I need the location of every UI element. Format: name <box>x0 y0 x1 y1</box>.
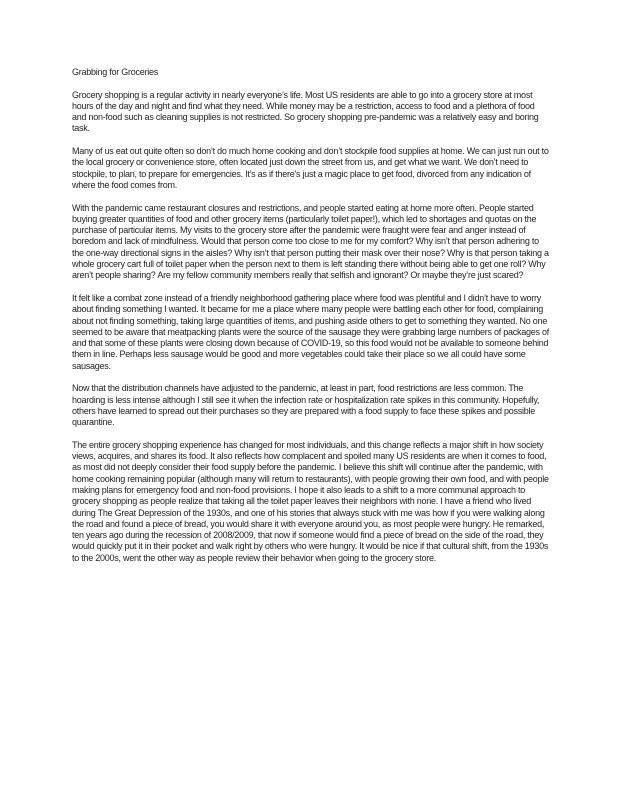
paragraph-6: The entire grocery shopping experience has changed for most individuals, and this change reflects a major shift in how society views, acquires, and shares its food. It also reflects how complacent and spoiled many US residents are when it comes to food, as most did not deeply consider their food supply before the pandemic. I believe this shift will continue after the pandemic, with home cooking remaining popular (although many will return to restaurants), with people growing their own food, and with people making plans for emergency food and non-food provisions. I hope it also leads to a shift to a more communal approach to grocery shopping as people realize that taking all the toilet paper leaves their neighbors with none. I have a friend who lived during The Great Depression of the 1930s, and one of his stories that always stuck with me was how if you were walking along the road and found a piece of bread, you would share it with everyone around you, as most people were hungry. He remarked, ten years ago during the recession of 2008/2009, that now if someone would find a piece of bread on the side of the road, they would quickly put it in their pocket and walk right by others who were hungry. It would be nice if that cultural shift, from the 1930s to the 2000s, went the other way as people review their behavior when going to the grocery store. <box>72 439 549 563</box>
document-content <box>72 67 550 564</box>
document-title: Grabbing for Groceries <box>72 67 159 77</box>
paragraph-1: Grocery shopping is a regular activity in nearly everyone’s life. Most US residents are able to go into a grocery store at most hours of the day and night and find what they need. While money may be a restriction, access to food and a plethora of food and non-food such as cleaning supplies is not restricted. So grocery shopping pre-pandemic was a relatively easy and boring task. <box>72 89 539 134</box>
paragraph-2: Many of us eat out quite often so don’t do much home cooking and don’t stockpile food supplies at home. We can just run out to the local grocery or convenience store, often located just down the street from us, and get what we want. We don’t need to stockpile, to plan, to prepare for emergencies. It’s as if there’s just a magic place to get food, divorced from any indication of where the food comes from. <box>72 146 549 190</box>
paragraph-4: It felt like a combat zone instead of a friendly neighborhood gathering place where food was plentiful and I didn’t have to worry about finding something I wanted. It became for me a place where many people were battling each other for food, complaining about not finding something, taking large quantities of items, and pushing aside others to get to something they wanted. No one seemed to be aware that meatpacking plants were the source of the sausage they were grabbing large numbers of packages of and that some of these plants were closing down because of COVID-19, so this food would not be available to someone behind them in line. Perhaps less sausage would be good and more vegetables could take their place so we all could have some sausages. <box>72 292 550 371</box>
paragraph-5: Now that the distribution channels have adjusted to the pandemic, at least in part, food restrictions are less common. The hoarding is less intense although I still see it when the infection rate or hospitalization rate spikes in this community. Hopefully, others have learned to spread out their purchases so they are prepared with a food supply to face these spikes and possible quarantine. <box>72 383 540 428</box>
paragraph-3: With the pandemic came restaurant closures and restrictions, and people started eating at home more often. People started buying greater quantities of food and other grocery items (particularly toilet paper!), which led to shortages and quotas on the purchase of particular items. My visits to the grocery store after the pandemic were fraught were fear and anger instead of boredom and lack of mindfulness. Would that person come too close to me for my comfort? Why isn’t that person adhering to the one-way directional signs in the aisles? Why isn’t that person putting their mask over their nose? Why is that person taking a whole grocery cart full of toilet paper when the person next to them is left standing there without being able to get one roll? Why aren’t people sharing? Are my fellow community members really that selfish and ignorant? Or maybe they’re just scared? <box>72 202 549 281</box>
